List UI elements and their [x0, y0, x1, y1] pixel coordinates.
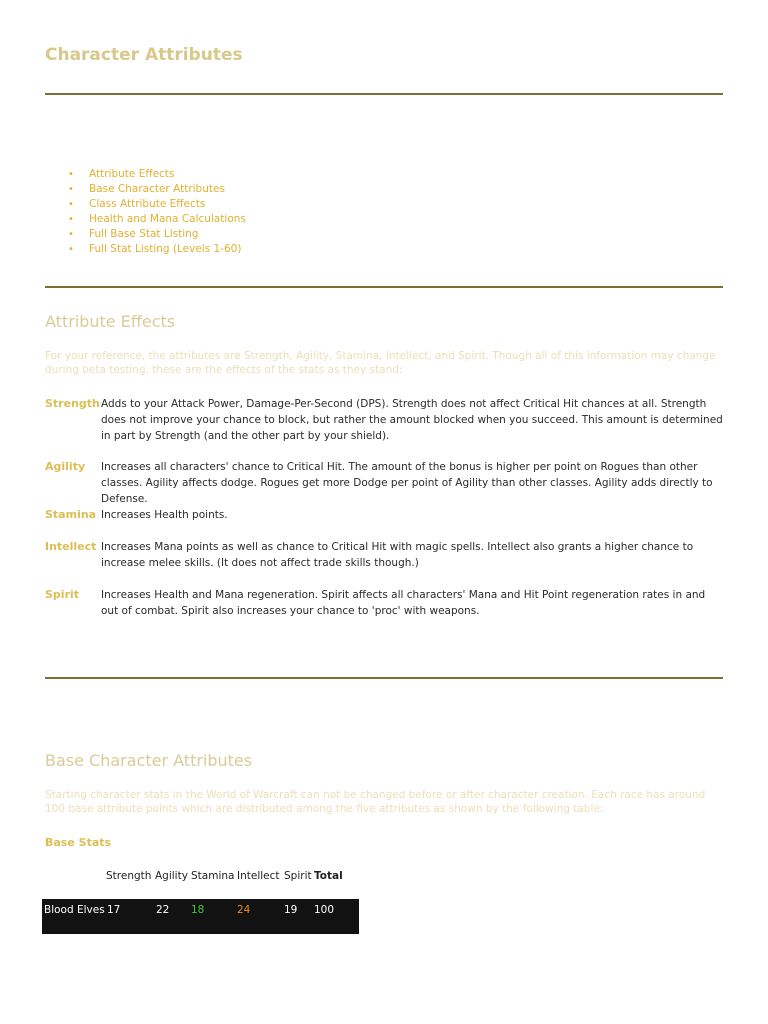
toc-link-full-base-stat-listing[interactable]: • Full Base Stat Listing: [68, 227, 246, 242]
term-description: Increases Health points.: [101, 509, 228, 521]
column-header-intellect: Intellect: [237, 870, 280, 882]
section-heading-base-character-attributes: Base Character Attributes: [45, 751, 253, 770]
cell-strength: 17: [107, 904, 121, 916]
cell-intellect: 24: [237, 904, 251, 916]
cell-stamina: 18: [191, 904, 205, 916]
cell-spirit: 19: [284, 904, 298, 916]
column-header-stamina: Stamina: [191, 870, 235, 882]
page-title: Character Attributes: [45, 45, 243, 65]
term-intellect: Intellect: [45, 540, 97, 553]
toc-link-class-attribute-effects[interactable]: • Class Attribute Effects: [68, 197, 246, 212]
term-description: Adds to your Attack Power, Damage-Per-Second (DPS). Strength does not affect Critical Hit chances at all. Strength does not improve your chance to block, but rather the amount blocked when you succeed. This amount is determined in part by Strength (and the other part by your shield).: [101, 398, 723, 442]
column-header-strength: Strength: [106, 870, 152, 882]
section-intro: Starting character stats in the World of Warcraft can not be changed before or after character creation. Each race has around 100 base attribute points which are distributed among the five attributes as shown by the following table:: [45, 789, 706, 815]
column-header-total: Total: [314, 870, 343, 882]
term-strength: Strength: [45, 397, 100, 410]
divider: [45, 677, 723, 679]
column-header-spirit: Spirit: [284, 870, 312, 882]
table-of-contents: [68, 167, 246, 257]
section-heading-attribute-effects: Attribute Effects: [45, 312, 176, 331]
cell-agility: 22: [156, 904, 170, 916]
subheading-base-stats: Base Stats: [45, 836, 112, 849]
toc-link-full-stat-listing[interactable]: • Full Stat Listing (Levels 1-60): [68, 242, 246, 257]
cell-total: 100: [314, 904, 335, 916]
toc-link-base-character-attributes[interactable]: • Base Character Attributes: [68, 182, 246, 197]
term-spirit: Spirit: [45, 588, 80, 601]
divider: [45, 286, 723, 288]
toc-link-health-mana-calculations[interactable]: • Health and Mana Calculations: [68, 212, 246, 227]
term-description: Increases Mana points as well as chance to Critical Hit with magic spells. Intellect also grants a higher chance to increase melee skills. (It does not affect trade skills though.): [101, 541, 694, 569]
term-stamina: Stamina: [45, 508, 97, 521]
table-row: [42, 899, 359, 934]
term-description: Increases Health and Mana regeneration. Spirit affects all characters' Mana and Hit Point regeneration rates in and out of combat. Spirit also increases your chance to 'proc' with weapons.: [101, 589, 706, 617]
section-intro: For your reference, the attributes are Strength, Agility, Stamina, Intellect, and Spirit. Though all of this information may change during beta testing, these are the effects of the stats as they stand:: [45, 350, 716, 376]
toc-link-attribute-effects[interactable]: • Attribute Effects: [68, 167, 246, 182]
term-description: Increases all characters' chance to Critical Hit. The amount of the bonus is higher per point on Rogues than other classes. Agility affects dodge. Rogues get more Dodge per point of Agility than other classes. Agility adds directly to Defense.: [101, 461, 713, 505]
column-header-agility: Agility: [155, 870, 188, 882]
term-agility: Agility: [45, 460, 86, 473]
row-label-race: Blood Elves: [44, 904, 105, 916]
divider: [45, 93, 723, 95]
